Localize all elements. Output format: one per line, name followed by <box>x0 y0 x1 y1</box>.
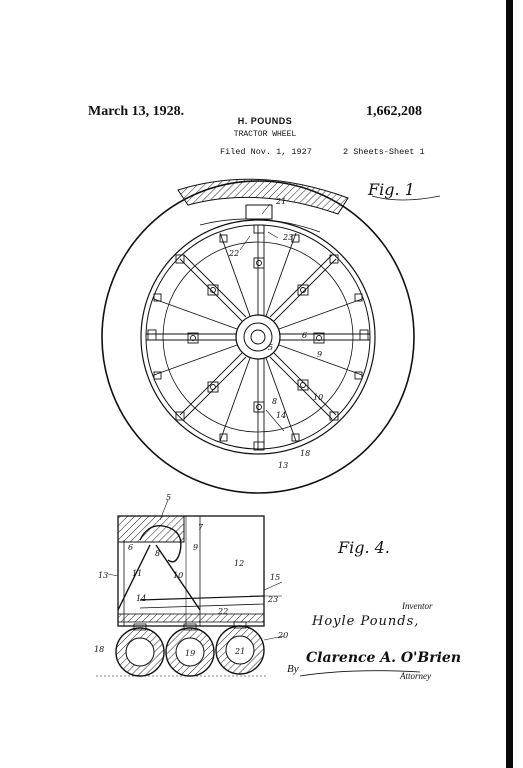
inventor-heading: H. POUNDS <box>237 116 293 126</box>
figure-1-wheel <box>102 179 414 493</box>
fig4-label: Fig. 4. <box>338 538 390 557</box>
inventor-caption: Inventor <box>402 601 433 611</box>
fig1-ref: 10 <box>313 393 324 402</box>
sheet-count: 2 Sheets-Sheet 1 <box>343 147 425 157</box>
attorney-signature: Clarence A. O'Brien <box>306 650 462 666</box>
fig1-ref: 23 <box>283 233 294 242</box>
fig1-ref: 9 <box>317 350 323 359</box>
fig4-ref: 20 <box>278 631 289 640</box>
hub-outer <box>236 315 280 359</box>
fig4-ref: 8 <box>155 549 161 558</box>
fig4-ref: 11 <box>132 569 143 578</box>
fig4-ref: 23 <box>268 595 279 604</box>
fig1-ref: 13 <box>278 461 289 470</box>
axle-hole <box>251 330 265 344</box>
fig4-ref: 14 <box>136 594 147 603</box>
figure-1-reference-numerals <box>228 197 323 470</box>
fig4-ref: 7 <box>198 523 204 532</box>
inventor-signature: Hoyle Pounds, <box>312 614 420 629</box>
fig1-ref: 21 <box>276 197 287 206</box>
fig4-ref: 19 <box>185 649 196 658</box>
fig1-ref: 5 <box>268 343 274 352</box>
fig4-ref: 13 <box>98 571 109 580</box>
fig1-ref: 14 <box>276 411 287 420</box>
fig4-ref: 15 <box>270 573 281 582</box>
fig1-ref: 6 <box>302 331 308 340</box>
patent-title: TRACTOR WHEEL <box>233 130 297 139</box>
fig1-ref: 8 <box>272 397 278 406</box>
fig4-ref: 18 <box>94 645 105 654</box>
fig4-ref: 5 <box>166 493 172 502</box>
filed-date: Filed Nov. 1, 1927 <box>220 147 312 157</box>
rim-base <box>118 614 264 622</box>
fig4-ref: 9 <box>193 543 199 552</box>
attorney-caption: Attorney <box>400 671 431 681</box>
patent-number: 1,662,208 <box>366 104 422 119</box>
fig1-ref: 18 <box>300 449 311 458</box>
fig4-ref: 21 <box>235 647 246 656</box>
fig1-ref: 22 <box>229 249 240 258</box>
by-label: By <box>287 663 299 675</box>
fig4-ref: 6 <box>128 543 134 552</box>
spokes <box>146 225 370 449</box>
fig4-ref: 22 <box>218 607 229 616</box>
fig4-ref: 12 <box>234 559 245 568</box>
cleat-block <box>246 205 272 219</box>
hub-section <box>118 516 184 542</box>
patent-date: March 13, 1928. <box>88 104 185 119</box>
fig1-label: Fig. 1 <box>368 180 415 199</box>
fig4-ref: 10 <box>173 571 184 580</box>
